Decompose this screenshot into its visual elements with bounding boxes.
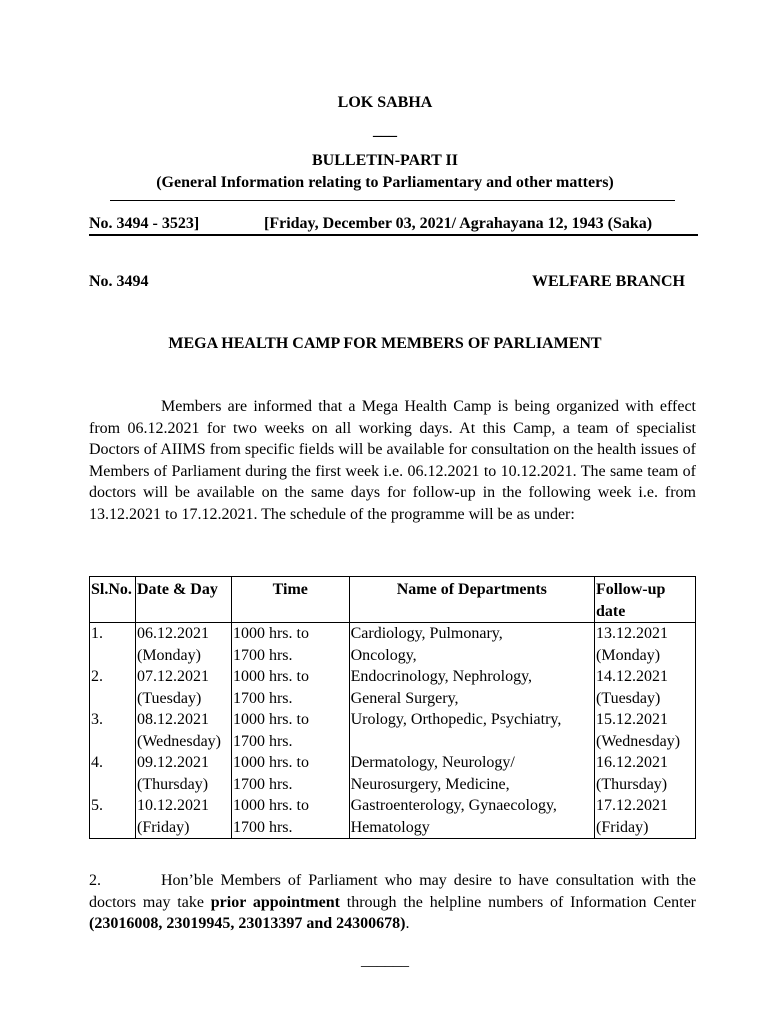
cell-slno: 3. <box>90 709 136 752</box>
bulletin-number-range: No. 3494 - 3523] <box>89 215 200 232</box>
bulletin-title: BULLETIN-PART II <box>312 152 458 169</box>
cell-departments: Endocrinology, Nephrology, General Surgery, <box>349 666 594 709</box>
cell-departments: Cardiology, Pulmonary, Oncology, <box>349 623 594 667</box>
header-rule-top <box>110 200 675 201</box>
schedule-table <box>89 576 696 839</box>
header-slno: Sl.No. <box>90 577 136 623</box>
header-date-day: Date & Day <box>135 577 231 623</box>
notice-title: MEGA HEALTH CAMP FOR MEMBERS OF PARLIAMENT <box>168 335 602 352</box>
paragraph-2-number: 2. <box>89 872 101 889</box>
bulletin-date-line: [Friday, December 03, 2021/ Agrahayana 12, 1943 (Saka) <box>264 215 653 232</box>
cell-slno: 5. <box>90 795 136 839</box>
footer-dash: ______ <box>361 952 409 969</box>
notice-number: No. 3494 <box>89 273 149 290</box>
cell-date: 07.12.2021 (Tuesday) <box>135 666 231 709</box>
cell-slno: 2. <box>90 666 136 709</box>
cell-followup: 13.12.2021 (Monday) <box>595 623 696 667</box>
cell-followup: 17.12.2021 (Friday) <box>595 795 696 839</box>
cell-date: 10.12.2021 (Friday) <box>135 795 231 839</box>
paragraph-2-text-c: . <box>405 915 410 932</box>
title-dash: ___ <box>373 122 397 139</box>
org-title: LOK SABHA <box>337 94 433 111</box>
paragraph-1-text: Members are informed that a Mega Health Camp is being organized with effect from 06.12.2021 for two weeks on all working days. At this Camp, a team of specialist Doctors of AIIMS from specific fields will be available for consultation on the health issues of Members of Parliament during the first week i.e. 06.12.2021 to 10.12.2021. The same team of doctors will be available on the same days for follow-up in the following week i.e. from 13.12.2021 to 17.12.2021. The schedule of the programme will be as under: <box>89 398 696 523</box>
cell-departments: Dermatology, Neurology/ Neurosurgery, Medicine, <box>349 752 594 795</box>
cell-followup: 15.12.2021 (Wednesday) <box>595 709 696 752</box>
header-rule-bottom <box>89 234 698 236</box>
cell-departments: Gastroenterology, Gynaecology, Hematology <box>349 795 594 839</box>
helpline-numbers: (23016008, 23019945, 23013397 and 24300678) <box>89 915 406 932</box>
table-header-row <box>90 577 696 623</box>
bulletin-subtitle: (General Information relating to Parliamentary and other matters) <box>156 174 614 191</box>
notice-paragraph-1 <box>89 396 696 525</box>
table-row <box>90 752 696 795</box>
table-row <box>90 666 696 709</box>
cell-slno: 4. <box>90 752 136 795</box>
header-followup-date: Follow-up date <box>595 577 696 623</box>
cell-time: 1000 hrs. to 1700 hrs. <box>231 709 349 752</box>
header-departments: Name of Departments <box>349 577 594 623</box>
cell-followup: 14.12.2021 (Tuesday) <box>595 666 696 709</box>
cell-date: 06.12.2021 (Monday) <box>135 623 231 667</box>
cell-departments: Urology, Orthopedic, Psychiatry, <box>349 709 594 752</box>
cell-time: 1000 hrs. to 1700 hrs. <box>231 666 349 709</box>
cell-time: 1000 hrs. to 1700 hrs. <box>231 623 349 667</box>
notice-paragraph-2 <box>89 870 696 935</box>
prior-appointment-emphasis: prior appointment <box>210 893 340 911</box>
table-row <box>90 623 696 667</box>
cell-date: 09.12.2021 (Thursday) <box>135 752 231 795</box>
table-row <box>90 709 696 752</box>
branch-name: WELFARE BRANCH <box>531 273 685 290</box>
header-time: Time <box>231 577 349 623</box>
paragraph-2-text-b: through the helpline numbers of Information Center <box>339 893 697 911</box>
cell-time: 1000 hrs. to 1700 hrs. <box>231 752 349 795</box>
paragraph-2-text-a: Hon’ble Members of Parliament who may desire to have consultation with the doctors may take <box>89 872 696 911</box>
cell-time: 1000 hrs. to 1700 hrs. <box>231 795 349 839</box>
cell-slno: 1. <box>90 623 136 667</box>
cell-date: 08.12.2021 (Wednesday) <box>135 709 231 752</box>
table-row <box>90 795 696 839</box>
cell-followup: 16.12.2021 (Thursday) <box>595 752 696 795</box>
